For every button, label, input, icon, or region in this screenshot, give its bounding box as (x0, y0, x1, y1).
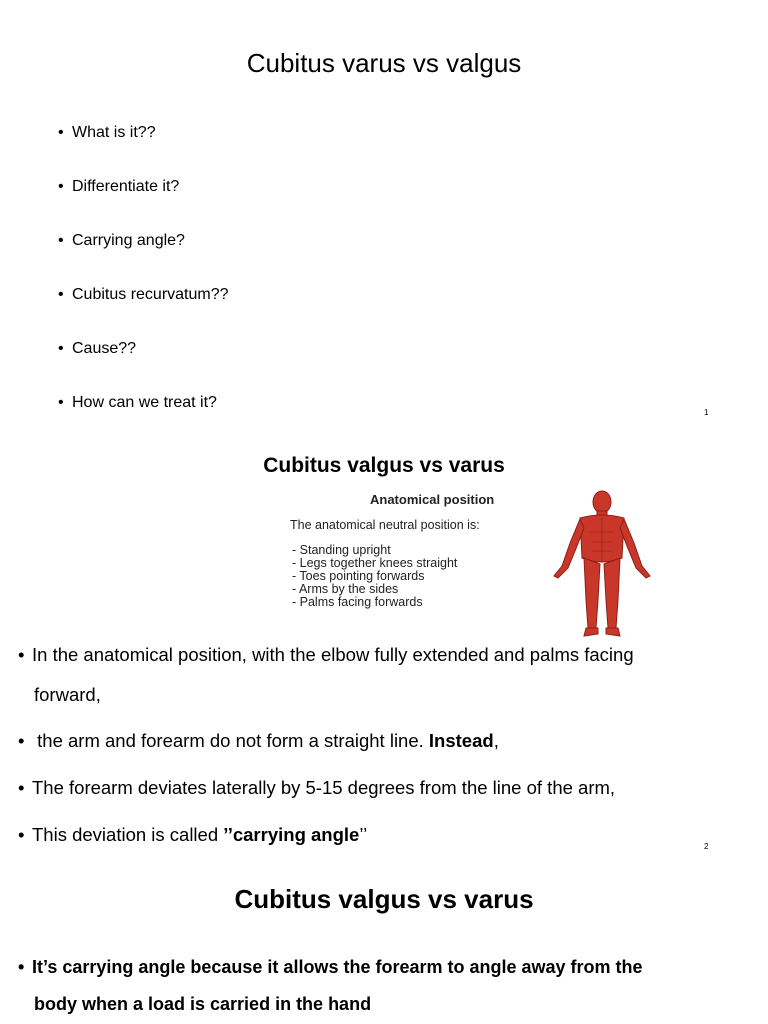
slide2-bullet-1-continued: forward, (34, 684, 101, 705)
slide2-title: Cubitus valgus vs varus (263, 454, 505, 477)
figure-list (292, 544, 457, 609)
slide3-bullet-1-continued: body when a load is carried in the hand (34, 994, 372, 1014)
figure-item: - Standing upright (292, 543, 391, 557)
anatomical-position-figure (286, 488, 666, 643)
slide1-page-number: 1 (704, 408, 709, 417)
figure-subheading: The anatomical neutral position is: (290, 518, 480, 532)
figure-item: - Toes pointing forwards (292, 569, 425, 583)
muscle-body-illustration (542, 488, 662, 643)
figure-item: - Arms by the sides (292, 582, 399, 596)
slide2-bullet-2: • the arm and forearm do not form a straight line. Instead, (18, 730, 499, 751)
figure-heading: Anatomical position (370, 492, 495, 507)
figure-item: - Legs together knees straight (292, 556, 458, 570)
slide1-bullet-5: • Cause?? (58, 340, 137, 357)
slide1-bullet-2: • Differentiate it? (58, 178, 180, 195)
slide2-bullet-3: • The forearm deviates laterally by 5-15 degrees from the line of the arm, (18, 777, 616, 798)
figure-item: - Palms facing forwards (292, 595, 423, 609)
slide1-bullet-4: • Cubitus recurvatum?? (58, 286, 229, 303)
slide1-bullet-3: • Carrying angle? (58, 232, 185, 249)
slide3-title: Cubitus valgus vs varus (234, 884, 534, 914)
slide2-page-number: 2 (704, 842, 709, 851)
slide3-bullet-1: • It’s carrying angle because it allows the forearm to angle away from the (18, 957, 643, 977)
slide1-bullet-6: • How can we treat it? (58, 394, 217, 411)
slide2-bullet-4: • This deviation is called ’’carrying angle’’ (18, 824, 368, 845)
slide2-bullet-1: • In the anatomical position, with the elbow fully extended and palms facing (18, 644, 634, 665)
slide1-title: Cubitus varus vs valgus (246, 48, 522, 78)
slide1-bullet-1: • What is it?? (58, 124, 156, 141)
